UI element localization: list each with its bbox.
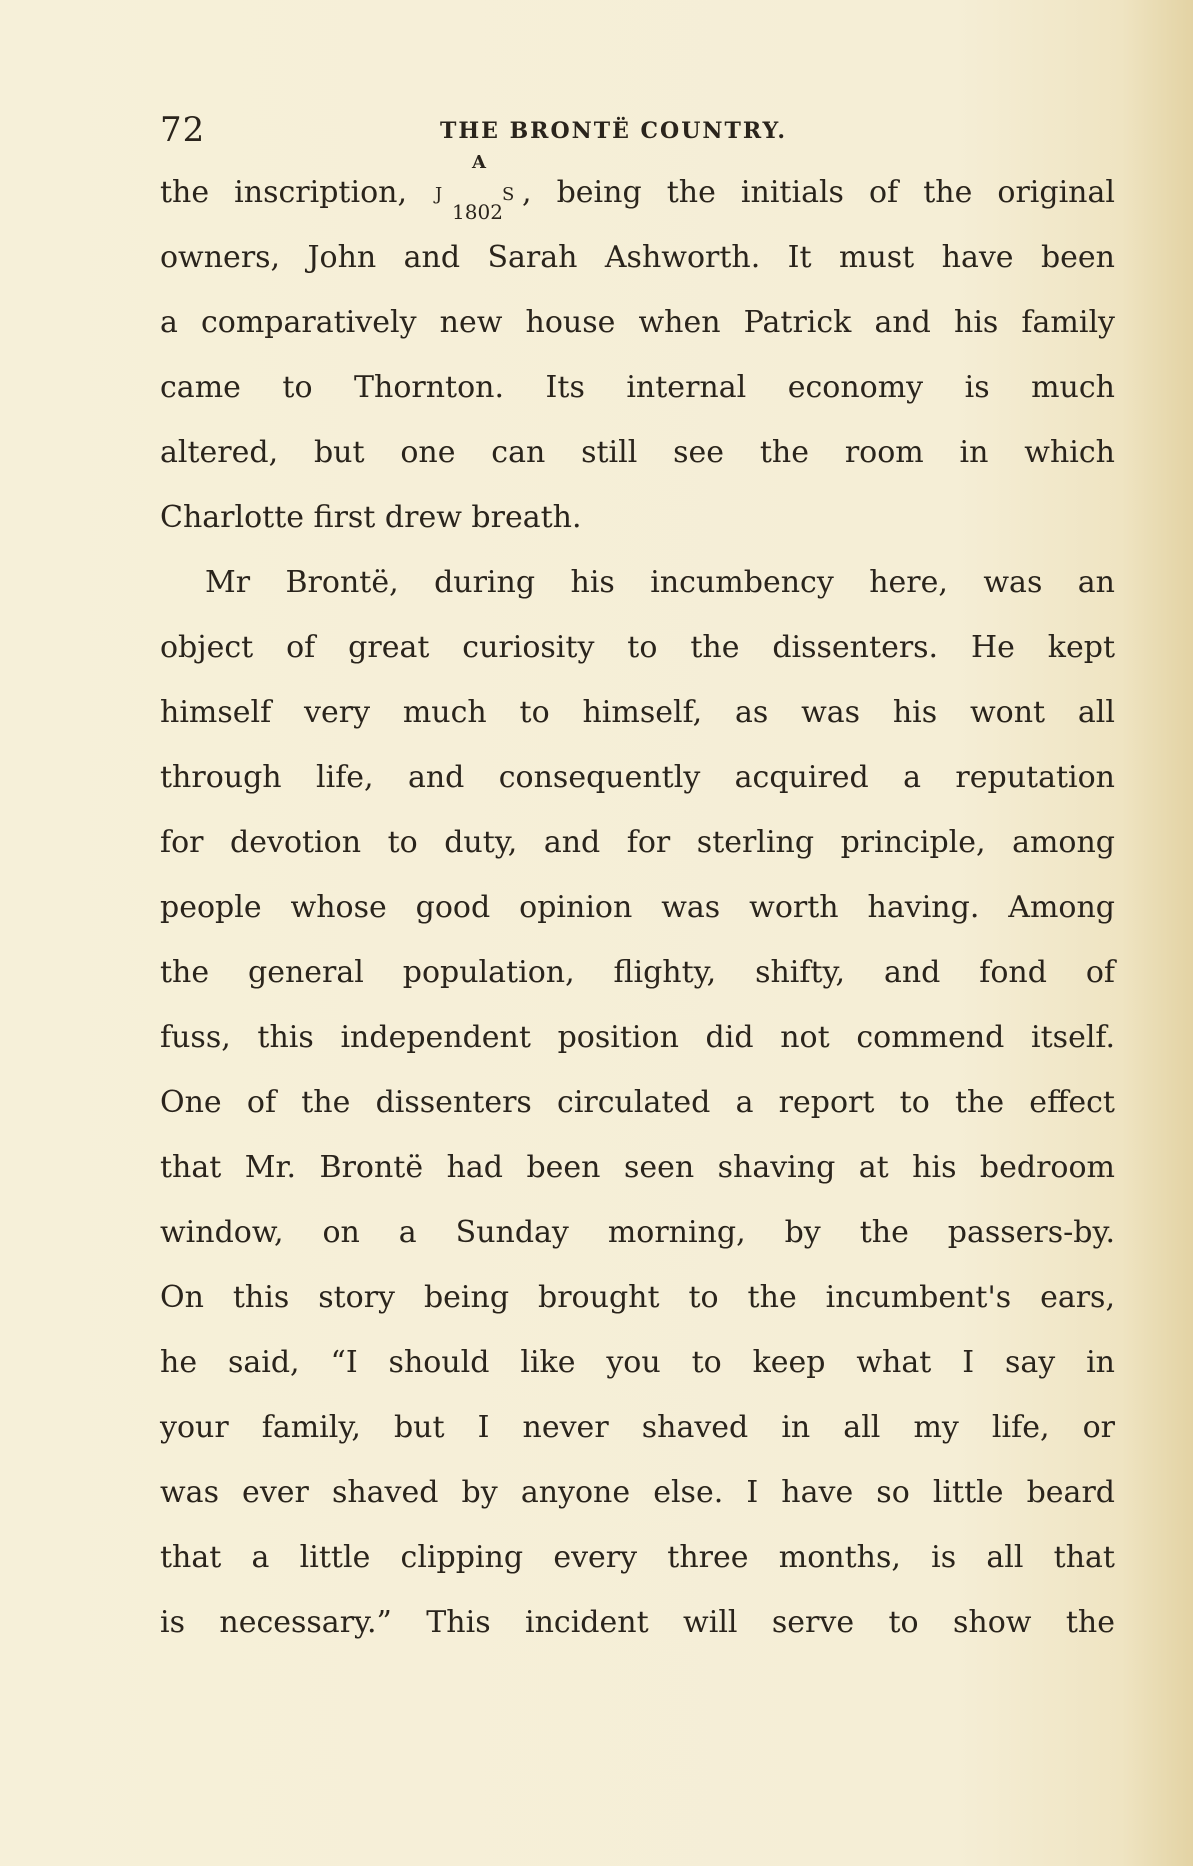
text-line (160, 152, 1115, 225)
page-number: 72 (160, 110, 206, 150)
text-line: came to Thornton. Its internal economy is much (160, 370, 1115, 405)
text-line: was ever shaved by anyone else. I have so little beard (160, 1475, 1115, 1510)
page-text-block (160, 100, 1115, 1655)
text-line: Charlotte first drew breath. (160, 500, 582, 535)
text-line: fuss, this independent position did not commend itself. (160, 1020, 1115, 1055)
text-line: altered, but one can still see the room in which (160, 435, 1115, 470)
text-line: On this story being brought to the incumbent's ears, (160, 1280, 1115, 1315)
monogram-year: 1802 (452, 200, 503, 224)
text-line: object of great curiosity to the dissenters. He kept (160, 630, 1115, 665)
text-line: himself very much to himself, as was his wont all (160, 695, 1115, 730)
text-line: is necessary.” This incident will serve to show the (160, 1605, 1115, 1640)
line-segment: , being the initials of the original (522, 175, 1115, 210)
text-line: One of the dissenters circulated a report to the effect (160, 1085, 1115, 1120)
running-head (160, 100, 1115, 160)
text-line: Mr Brontë, during his incumbency here, was an (205, 565, 1115, 600)
text-line: window, on a Sunday morning, by the passers-by. (160, 1215, 1115, 1250)
text-line: your family, but I never shaved in all my life, or (160, 1410, 1115, 1445)
text-line: for devotion to duty, and for sterling principle, among (160, 825, 1115, 860)
text-line: people whose good opinion was worth having. Among (160, 890, 1115, 925)
monogram-right-letter: S (502, 184, 515, 205)
monogram-left-letter: J (435, 184, 443, 205)
text-line: a comparatively new house when Patrick and his family (160, 305, 1115, 340)
line-segment: the inscription, (160, 175, 408, 210)
text-line: the general population, flighty, shifty, and fond of (160, 955, 1115, 990)
running-head-title: THE BRONTË COUNTRY. (440, 118, 788, 144)
text-line: owners, John and Sarah Ashworth. It must have been (160, 240, 1115, 275)
monogram-top-letter: A (472, 152, 486, 173)
text-line: through life, and consequently acquired a reputation (160, 760, 1115, 795)
text-line: he said, “I should like you to keep what I say in (160, 1345, 1115, 1380)
text-line: that Mr. Brontë had been seen shaving at his bedroom (160, 1150, 1115, 1185)
inscription-monogram (407, 152, 522, 225)
text-line: that a little clipping every three months, is all that (160, 1540, 1115, 1575)
